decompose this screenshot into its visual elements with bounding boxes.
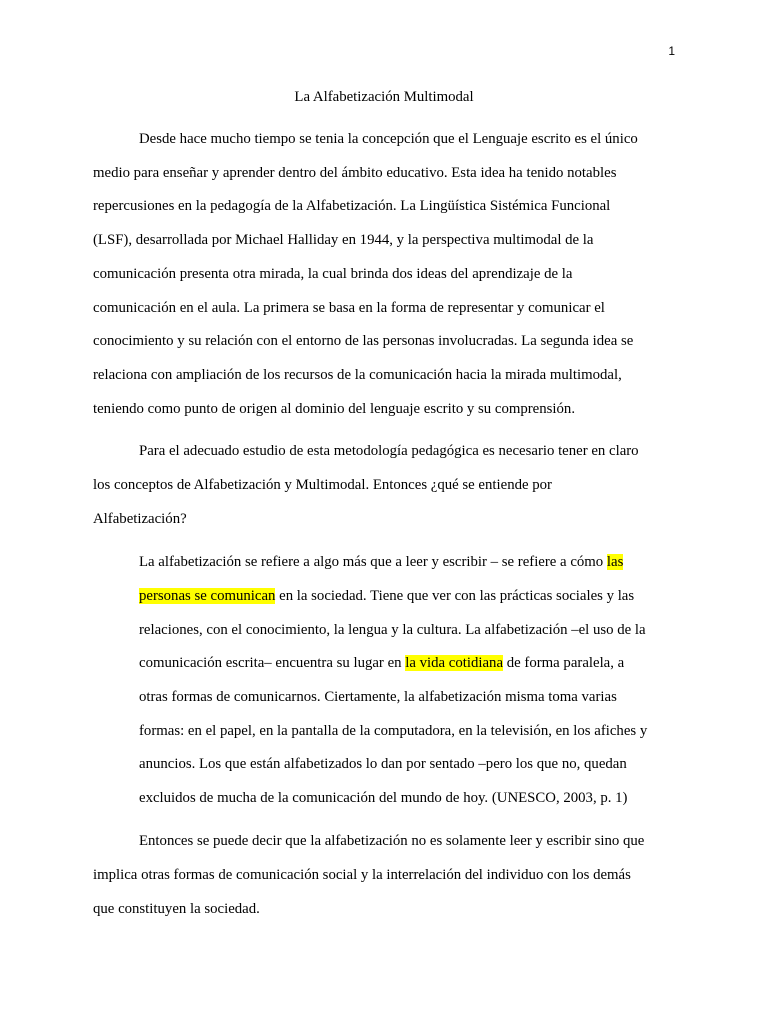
quote-line-6: formas: en el papel, en la pantalla de la computadora, en la televisión, en los afiches y bbox=[139, 723, 648, 739]
paragraph-1-line-1: Desde hace mucho tiempo se tenia la concepción que el Lenguaje escrito es el único bbox=[139, 131, 638, 147]
paragraph-2-line-2: los conceptos de Alfabetización y Multimodal. Entonces ¿qué se entiende por bbox=[93, 477, 552, 493]
quote-line-4-text-after: de forma paralela, a bbox=[503, 655, 625, 671]
page-number: 1 bbox=[668, 44, 675, 58]
highlighted-text: las bbox=[606, 554, 624, 570]
quote-line-7: anuncios. Los que están alfabetizados lo dan por sentado –pero los que no, quedan bbox=[139, 756, 627, 772]
paragraph-1-line-2: medio para enseñar y aprender dentro del ámbito educativo. Esta idea ha tenido notables bbox=[93, 165, 617, 181]
paragraph-3-line-3: que constituyen la sociedad. bbox=[93, 901, 260, 917]
paragraph-1-line-8: relaciona con ampliación de los recursos de la comunicación hacia la mirada multimodal, bbox=[93, 367, 622, 383]
paragraph-2-line-3: Alfabetización? bbox=[93, 511, 187, 527]
paragraph-1-line-7: conocimiento y su relación con el entorno de las personas involucradas. La segunda idea se bbox=[93, 333, 634, 349]
paragraph-1-line-4: (LSF), desarrollada por Michael Halliday en 1944, y la perspectiva multimodal de la bbox=[93, 232, 594, 248]
quote-line-1-text: La alfabetización se refiere a algo más que a leer y escribir – se refiere a cómo bbox=[139, 554, 607, 570]
highlighted-text: la vida cotidiana bbox=[405, 655, 504, 671]
quote-line-1 bbox=[139, 551, 623, 573]
quote-line-5: otras formas de comunicarnos. Ciertamente, la alfabetización misma toma varias bbox=[139, 689, 617, 705]
quote-line-8: excluidos de mucha de la comunicación del mundo de hoy. (UNESCO, 2003, p. 1) bbox=[139, 790, 628, 806]
document-title: La Alfabetización Multimodal bbox=[294, 89, 474, 105]
quote-line-4 bbox=[139, 652, 624, 674]
paragraph-1-line-5: comunicación presenta otra mirada, la cual brinda dos ideas del aprendizaje de la bbox=[93, 266, 573, 282]
quote-line-2-text: en la sociedad. Tiene que ver con las prácticas sociales y las bbox=[275, 588, 635, 604]
paragraph-2-line-1: Para el adecuado estudio de esta metodología pedagógica es necesario tener en claro bbox=[139, 443, 639, 459]
paragraph-1-line-6: comunicación en el aula. La primera se basa en la forma de representar y comunicar el bbox=[93, 300, 605, 316]
quote-line-3: relaciones, con el conocimiento, la lengua y la cultura. La alfabetización –el uso de la bbox=[139, 622, 646, 638]
paragraph-1-line-9: teniendo como punto de origen al dominio del lenguaje escrito y su comprensión. bbox=[93, 401, 576, 417]
paragraph-1-line-3: repercusiones en la pedagogía de la Alfabetización. La Lingüística Sistémica Funcional bbox=[93, 198, 611, 214]
highlighted-text: personas se comunican bbox=[139, 588, 276, 604]
quote-line-4-text-before: comunicación escrita– encuentra su lugar en bbox=[139, 655, 406, 671]
paragraph-3-line-1: Entonces se puede decir que la alfabetización no es solamente leer y escribir sino que bbox=[139, 833, 645, 849]
quote-line-2 bbox=[139, 585, 634, 607]
paragraph-3-line-2: implica otras formas de comunicación social y la interrelación del individuo con los demás bbox=[93, 867, 631, 883]
